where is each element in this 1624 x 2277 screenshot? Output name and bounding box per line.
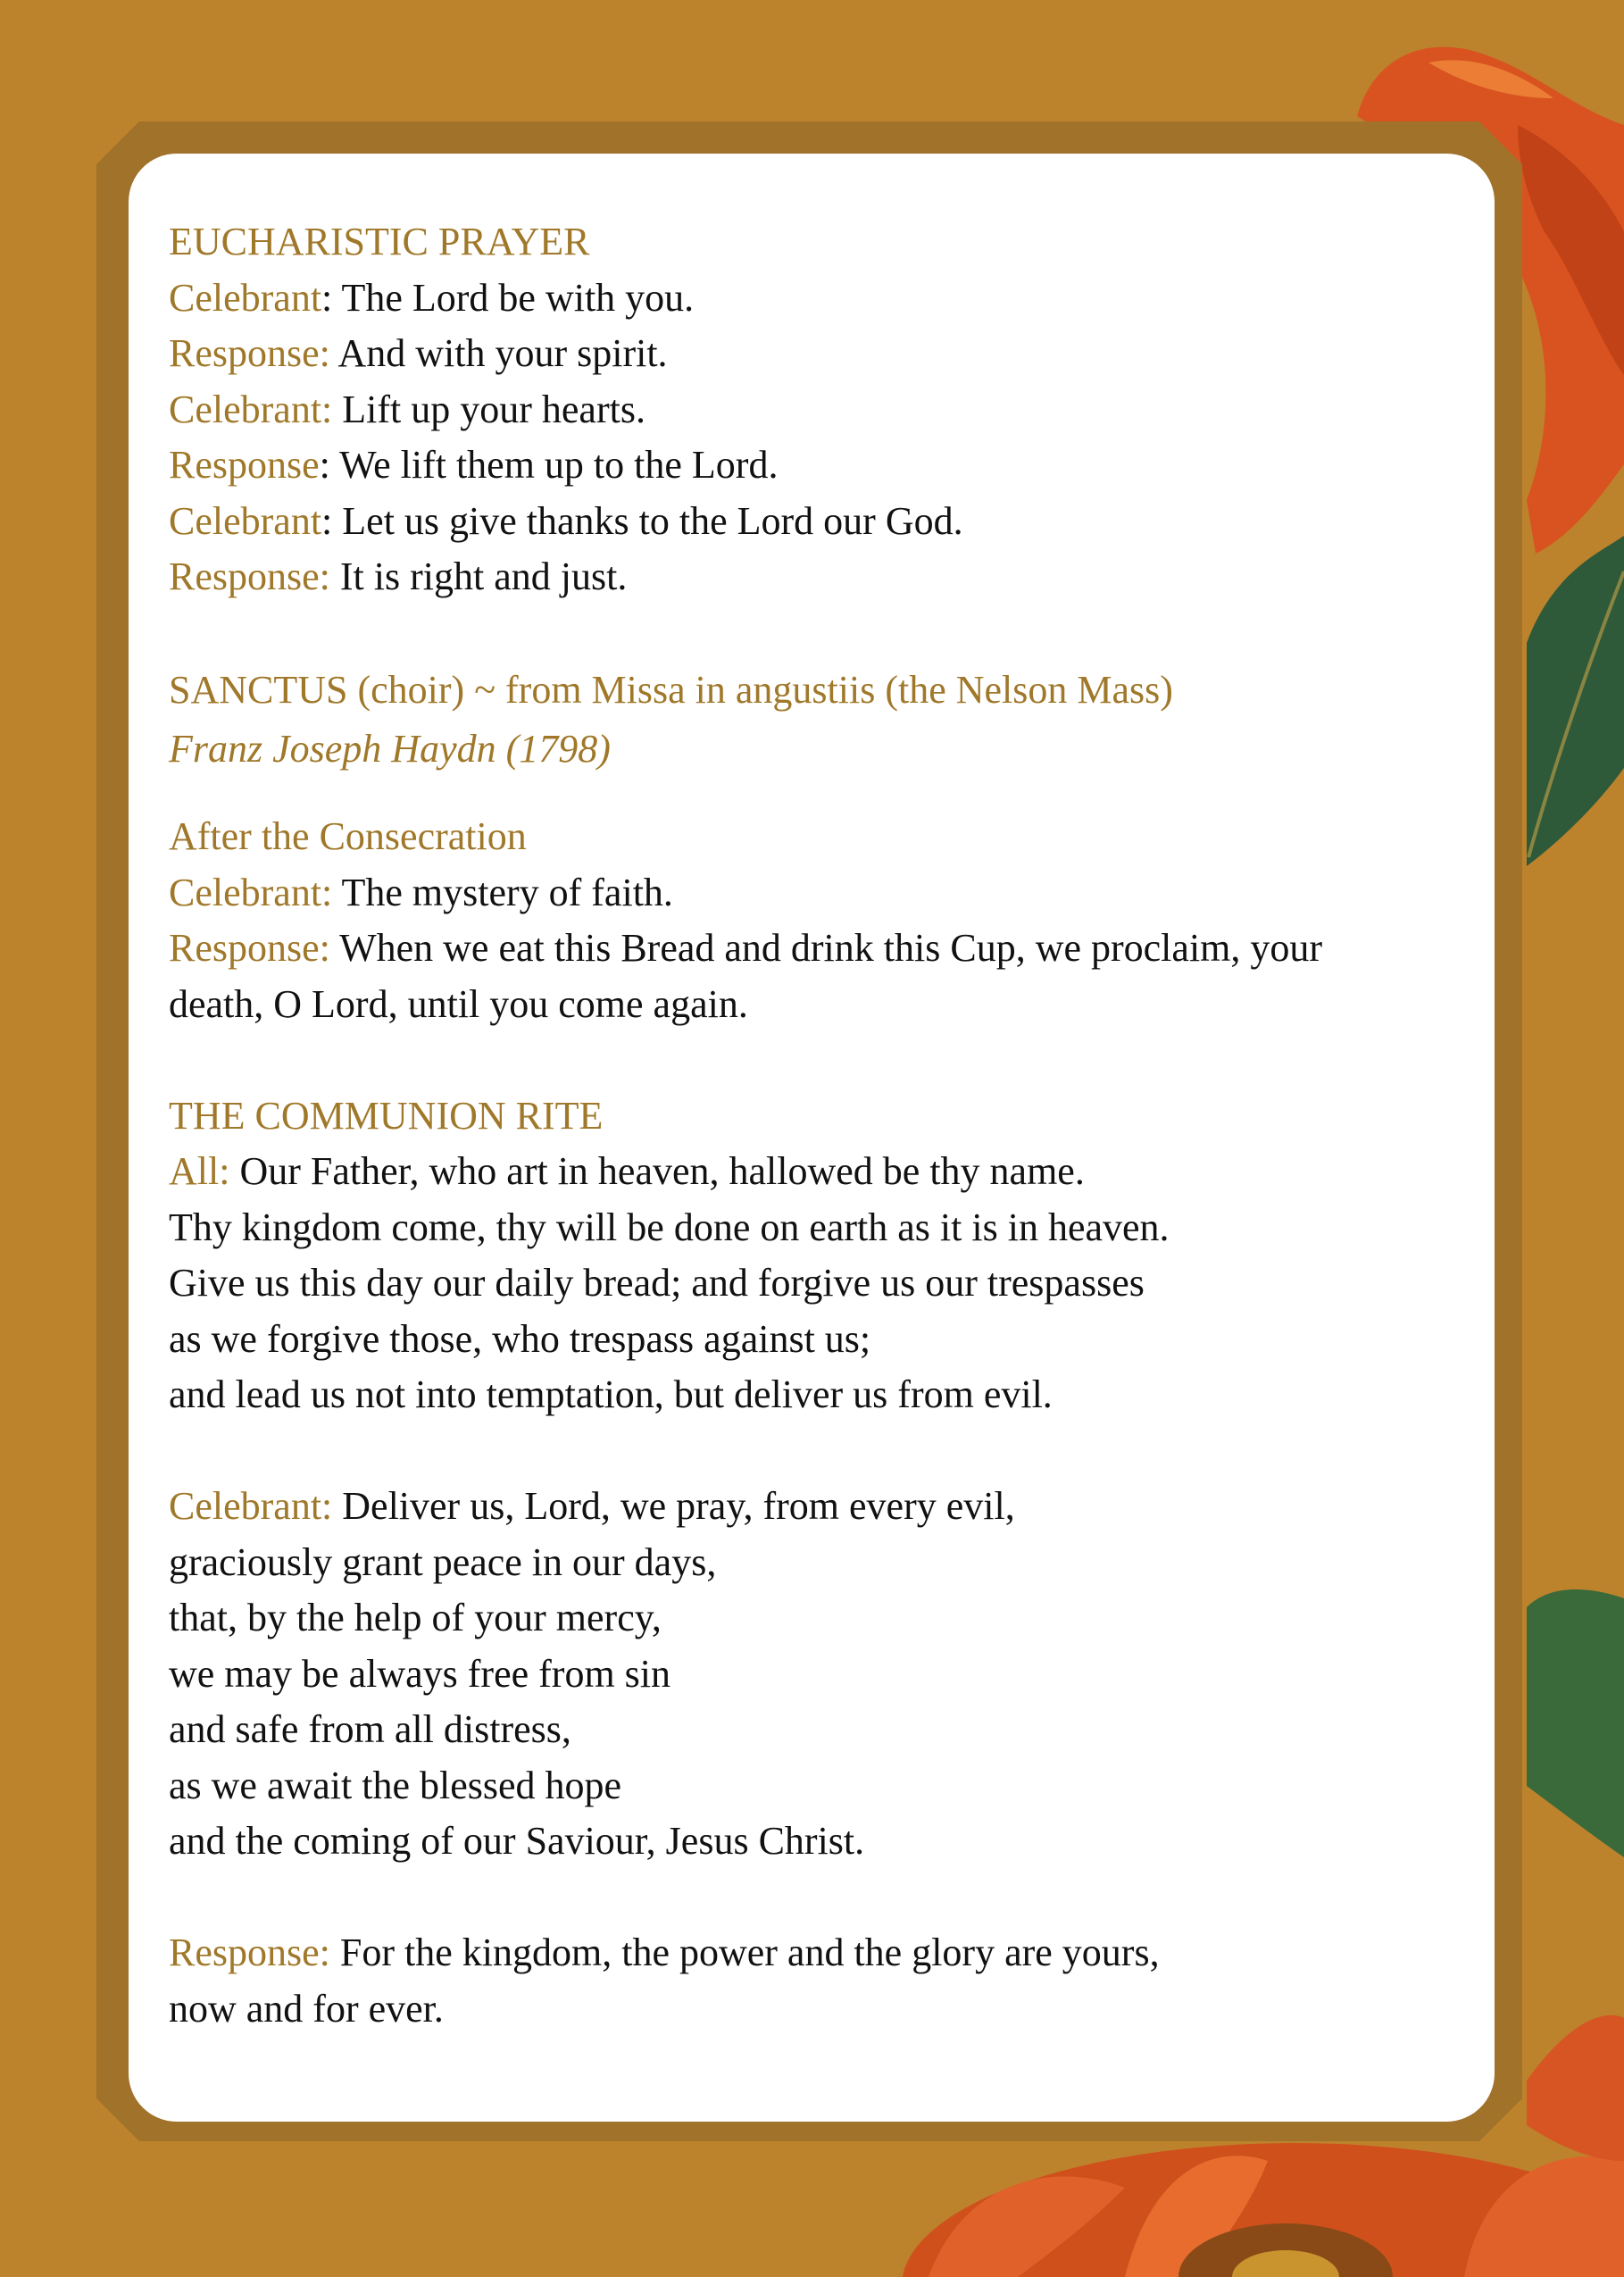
dialogue-line-3 [169,382,1472,438]
separator: : [319,443,340,487]
dialogue-text: It is right and just. [339,555,628,598]
dialogue-line-5 [169,494,1472,550]
consecration-response-continuation: death, O Lord, until you come again. [169,981,748,1026]
speaker-label: Response: [169,331,338,375]
spacer [169,605,1472,662]
sanctus-heading: SANCTUS (choir) ~ from Missa in angustiis (the Nelson Mass) [169,668,1173,712]
speaker-label: Response: [169,1931,340,1974]
speaker-label: Celebrant [169,498,322,543]
leaf-lower-right [1527,1589,1624,1857]
lords-prayer-first-line [169,1144,1472,1200]
dialogue-text: For the kingdom, the power and the glory are yours, [339,1931,1160,1974]
spacer [169,1032,1472,1088]
doxology-first-line [169,1925,1472,1981]
spacer [169,779,1472,809]
prayer-line: and safe from all distress, [169,1707,571,1751]
speaker-label: Celebrant: [169,1484,343,1528]
separator: : [321,498,343,543]
speaker-label: All: [169,1149,240,1193]
dialogue-text: Our Father, who art in heaven, hallowed be thy name. [239,1149,1085,1193]
doxology-continuation: now and for ever. [169,1986,444,2031]
spacer [169,1870,1472,1926]
dialogue-text: We lift them up to the Lord. [339,443,779,487]
speaker-label: Response [169,443,320,487]
spacer [169,1423,1472,1480]
dialogue-text: When we eat this Bread and drink this Cup, we proclaim, your [339,926,1323,970]
speaker-label: Response: [169,926,340,970]
communion-rite-heading: THE COMMUNION RITE [169,1093,604,1138]
prayer-line: as we forgive those, who trespass against us; [169,1316,871,1361]
speaker-label: Celebrant [169,275,322,320]
prayer-line: and lead us not into temptation, but deliver us from evil. [169,1372,1053,1416]
dialogue-line-6 [169,549,1472,605]
prayer-line: graciously grant peace in our days, [169,1539,717,1584]
flower-petal-4 [1527,2015,1624,2161]
separator: : [321,275,342,320]
liturgy-text [169,214,1472,2037]
speaker-label: Celebrant: [169,870,342,914]
prayer-line: Thy kingdom come, thy will be done on earth as it is in heaven. [169,1205,1170,1249]
dialogue-text: Lift up your hearts. [342,387,645,431]
dialogue-text: Deliver us, Lord, we pray, from every evil, [342,1484,1015,1528]
speaker-label: Celebrant: [169,387,343,431]
speaker-label: Response: [169,555,340,598]
prayer-line: as we await the blessed hope [169,1763,622,1807]
dialogue-text: And with your spirit. [337,331,668,375]
consecration-response-line [169,921,1472,977]
prayer-line: we may be always free from sin [169,1651,671,1696]
dialogue-text: The mystery of faith. [341,870,673,914]
prayer-line: Give us this day our daily bread; and forgive us our trespasses [169,1261,1145,1305]
embolism-first-line [169,1479,1472,1535]
prayer-line: and the coming of our Saviour, Jesus Christ. [169,1819,865,1863]
consecration-celebrant-line [169,865,1472,922]
sanctus-composer: Franz Joseph Haydn (1798) [169,727,611,771]
dialogue-line-4 [169,438,1472,494]
dialogue-text: The Lord be with you. [341,275,695,320]
dialogue-line-1 [169,271,1472,327]
consecration-heading: After the Consecration [169,814,527,858]
prayer-line: that, by the help of your mercy, [169,1596,662,1639]
dialogue-text: Let us give thanks to the Lord our God. [342,498,963,543]
eucharistic-prayer-heading: EUCHARISTIC PRAYER [169,220,590,263]
dialogue-line-2 [169,326,1472,382]
